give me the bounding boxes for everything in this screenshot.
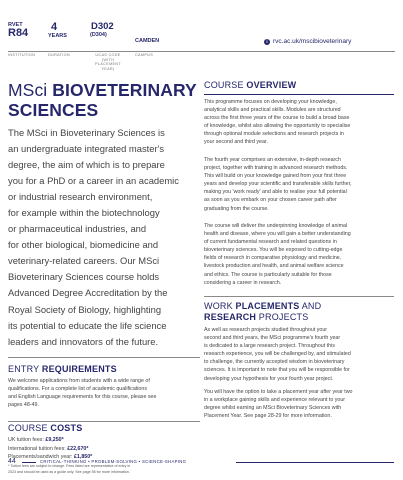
text-line: The course will deliver the underpinning knowledge of animal <box>204 223 348 229</box>
footnote-line: * Tuition fees are subject to change. Fees listed are representative of entry in <box>8 464 131 468</box>
stat-campus-value: CAMDEN <box>135 38 160 44</box>
work-heading-line2: RESEARCH PROJECTS <box>204 312 309 322</box>
work-heading-line1: WORK PLACEMENTS AND <box>204 301 322 311</box>
fees-footnote <box>8 464 203 475</box>
overview-paragraph-2 <box>204 156 396 213</box>
text-line: analytical skills and practical skills. Modules are structured <box>204 107 341 114</box>
entry-divider <box>8 357 200 358</box>
text-line: second and third years, the MSci programme's fourth year <box>204 335 341 342</box>
overview-paragraph-1 <box>204 98 396 147</box>
website-link[interactable] <box>264 38 351 45</box>
intro-line: for other biological, biomedicine and <box>8 239 159 251</box>
text-line: sciences. It is important to note that you will be responsible for <box>204 367 350 374</box>
text-line: You will have the option to take a placement year after year two <box>204 389 353 395</box>
work-paragraph-2 <box>204 388 396 420</box>
costs-heading-a: COURSE <box>8 423 51 433</box>
stat-ucas <box>90 22 126 38</box>
entry-text <box>8 377 203 409</box>
text-line: This will build on your knowledge gained from your first three <box>204 173 347 180</box>
intro-line: or pharmaceutical industries, and <box>8 223 147 235</box>
work-paragraph-1 <box>204 326 396 383</box>
text-line: through optional module selections and research projects in <box>204 131 344 138</box>
stat-ucas-code: D302 <box>91 21 114 32</box>
work-divider <box>204 296 394 297</box>
stat-ucas-label-sub1: (WITH PLACEMENT <box>95 57 121 66</box>
text-line: The fourth year comprises an extensive, in-depth research <box>204 157 341 163</box>
text-line: is dedicated to a large research project. Throughout this <box>204 343 335 350</box>
fee-placement: Placements/sandwich year: £1,850* <box>8 454 93 460</box>
text-line: your second and third year. <box>204 139 268 146</box>
intro-line: for example within the biotechnology <box>8 207 160 219</box>
text-line: bioveterinary sciences. You will be exposed to cutting-edge <box>204 247 343 254</box>
title-line1: BIOVETERINARY <box>52 80 197 100</box>
page-title <box>8 80 198 120</box>
intro-line: an undergraduate integrated master's <box>8 143 165 155</box>
fee-uk: UK tuition fees: £9,250* <box>8 437 64 443</box>
text-line: livestock production and health, and animal welfare science <box>204 263 344 270</box>
intro-line: Bioveterinary Sciences course holds <box>8 271 160 283</box>
entry-line: We welcome applications from students with a wide range of <box>8 378 150 384</box>
text-line: degree whilst earning an MSci Bioveterinary Sciences with <box>204 405 342 412</box>
entry-line: qualifications. For a complete list of academic qualifications <box>8 386 147 393</box>
work-heading <box>204 301 321 323</box>
entry-heading-a: ENTRY <box>8 364 42 374</box>
intro-line: Advanced Degree Accreditation by the <box>8 287 168 299</box>
stat-duration <box>48 22 82 39</box>
text-line: to challenge, the currently accepted wisdom in bioveterinary <box>204 359 345 366</box>
text-line: in a workplace gaining skills and experience relevant to your <box>204 397 346 404</box>
stat-institution-code: RVET <box>8 22 23 28</box>
text-line: health and disease, where you will gain a better understanding <box>204 231 351 238</box>
text-line: project, together with training in advanced research methods. <box>204 165 348 172</box>
overview-paragraph-3 <box>204 222 396 287</box>
text-line: This programme focuses on developing your knowledge, <box>204 99 337 105</box>
footer-line-left <box>22 462 36 463</box>
costs-heading-b: COSTS <box>50 423 83 433</box>
stat-institution-label: INSTITUTION <box>8 53 36 57</box>
stat-ucas-label-main: UCAS CODE <box>95 53 121 57</box>
stat-institution <box>8 22 42 39</box>
text-line: graduating from the course. <box>204 205 269 212</box>
stat-ucas-alt: (D304) <box>90 32 107 38</box>
text-line: fields of research in comparative physiology and medicine, <box>204 255 342 262</box>
stat-institution-value: R84 <box>8 27 29 39</box>
costs-heading <box>8 423 82 433</box>
text-line: As well as research projects studied throughout your <box>204 327 328 333</box>
text-line: as soon as you embark on your chosen career path after <box>204 197 337 204</box>
intro-line: its potential to educate the life science <box>8 319 167 331</box>
overview-heading <box>204 80 296 90</box>
overview-heading-b: OVERVIEW <box>246 80 297 90</box>
fee-international: International tuition fees: £22,670* <box>8 445 89 452</box>
costs-list <box>8 436 203 462</box>
text-line: of current fundamental research and related questions in <box>204 239 337 246</box>
stat-ucas-label-sub2: YEAR) <box>101 66 115 71</box>
intro-line: leaders and innovators of the future. <box>8 335 159 347</box>
entry-line: pages 48-49. <box>8 402 39 409</box>
entry-line: and English Language requirements for this course, please see <box>8 394 157 401</box>
intro-paragraph <box>8 125 208 350</box>
entry-heading <box>8 364 117 374</box>
stat-duration-label: DURATION <box>48 53 70 57</box>
text-line: research experience, you will be challenged by, and stimulated <box>204 351 351 358</box>
entry-heading-b: REQUIREMENTS <box>41 364 117 374</box>
stat-campus-label: CAMPUS <box>135 53 154 57</box>
stat-ucas-label <box>90 53 126 71</box>
intro-line: degree, the aim of which is to prepare <box>8 159 165 171</box>
text-line: making you 'work ready' and able to realise your full potential <box>204 189 347 196</box>
text-line: considering a career in research. <box>204 279 282 286</box>
overview-heading-a: COURSE <box>204 80 247 90</box>
footnote-line: 2023 and should be used as a guide only. See page 56 for more information. <box>8 469 130 474</box>
intro-line: veterinary-related careers. Our MSci <box>8 255 160 267</box>
text-line: Placement Year. See page 28-29 for more information. <box>204 413 332 420</box>
website-url: rvc.ac.uk/mscibioveterinary <box>273 38 352 45</box>
stats-divider <box>8 51 395 52</box>
intro-line: The MSci in Bioveterinary Sciences is <box>8 127 165 138</box>
text-line: years and develop your scientific and transferable skills further, <box>204 181 352 188</box>
intro-line: Royal Society of Biology, highlighting <box>8 303 162 315</box>
footer-tagline: CRITICAL-THINKING • PROBLEM-SOLVING • SCIENCE-SHAPING <box>40 459 187 464</box>
text-line: of knowledge, whilst also allowing the opportunity to specialise <box>204 123 351 130</box>
stat-duration-number: 4 <box>51 21 58 33</box>
overview-underline <box>204 94 394 95</box>
costs-divider <box>8 421 200 422</box>
footer-line-right <box>236 462 394 463</box>
intro-line: or industrial research environment, <box>8 191 153 203</box>
page-number: 44 <box>8 458 16 465</box>
text-line: developing your hypothesis for your fourth year project. <box>204 375 334 382</box>
text-line: and ethics. The course is particularly suitable for those <box>204 271 332 278</box>
text-line: across the first three years of the course to build a broad base <box>204 115 350 122</box>
title-line2: SCIENCES <box>8 100 99 120</box>
stat-duration-unit: YEARS <box>48 33 67 39</box>
info-icon: i <box>264 39 270 45</box>
intro-line: you for a PhD or a career in an academic <box>8 175 179 187</box>
title-prefix: MSci <box>8 80 53 100</box>
